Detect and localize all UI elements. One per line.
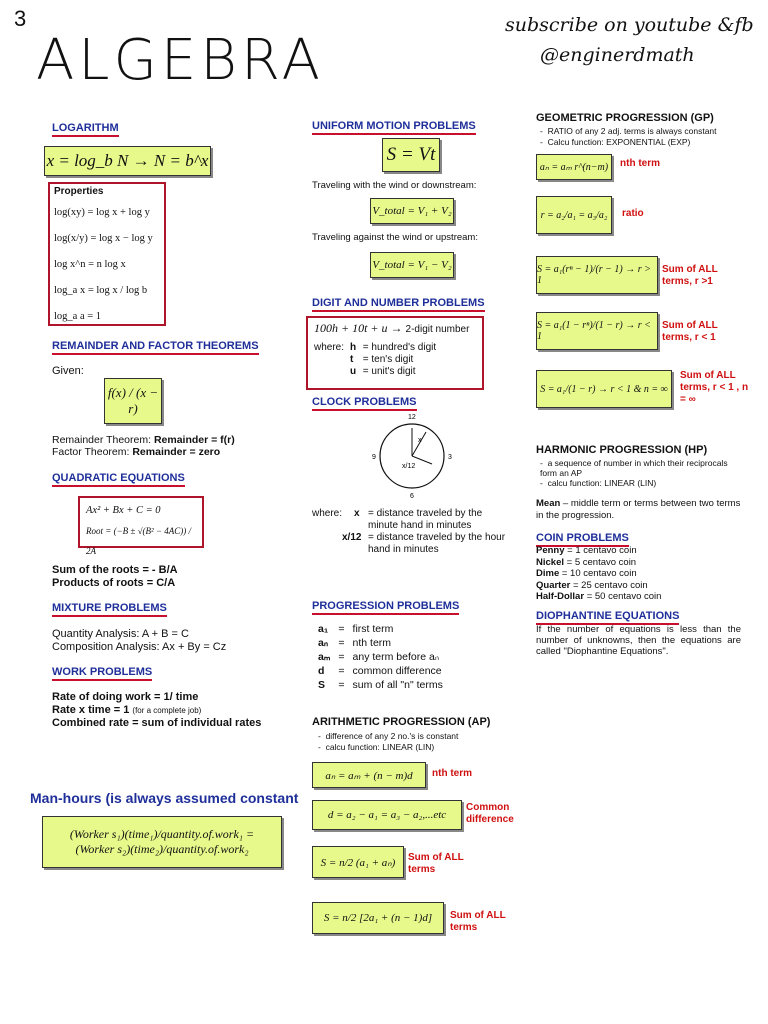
work-heading: WORK PROBLEMS xyxy=(52,666,152,681)
digit-box xyxy=(306,316,484,390)
manhours-formula: (Worker s₁)(time₁)/quantity.of.work₁ = (Worker s₂)(time₂)/quantity.of.work₂ xyxy=(42,816,282,868)
uniform-motion-formula: S = Vt xyxy=(382,138,440,172)
clock-label-x: x xyxy=(418,437,422,444)
digit-def-row: u = unit's digit xyxy=(350,366,416,377)
against-wind-text: Traveling against the wind or upstream: xyxy=(312,232,478,243)
ap-common-difference-formula: d = a₂ − a₁ = a₃ − a₂,...etc xyxy=(312,800,462,830)
ap-sum-formula-1: S = n/2 (a₁ + aₙ) xyxy=(312,846,404,878)
page-title: ALGEBRA xyxy=(36,28,324,93)
digit-where: where: xyxy=(314,342,345,353)
progression-row: aₘ = any term before aₙ xyxy=(318,651,440,663)
log-property: log x^n = n log x xyxy=(54,259,126,270)
clock-label-6: 6 xyxy=(410,493,414,500)
digit-defs xyxy=(314,342,476,378)
remainder-theorem: Remainder Theorem: Remainder = f(r) xyxy=(52,434,235,446)
digit-heading: DIGIT AND NUMBER PROBLEMS xyxy=(312,297,485,312)
ap-nth-term-label: nth term xyxy=(432,768,472,779)
clock-heading: CLOCK PROBLEMS xyxy=(312,396,417,411)
hp-heading: HARMONIC PROGRESSION (HP) xyxy=(536,444,708,456)
ap-sum-label-1: Sum of ALL terms xyxy=(408,852,464,875)
gp-sum-label-1: Sum of ALL terms, r >1 xyxy=(662,264,718,287)
remainder-formula: f(x) / (x − r) xyxy=(104,378,162,424)
coin-list xyxy=(536,545,661,603)
ap-nth-term-formula: aₙ = aₘ + (n − m)d xyxy=(312,762,426,788)
ap-common-difference-label: Common difference xyxy=(466,802,514,825)
progression-row: S = sum of all "n" terms xyxy=(318,679,443,691)
gp-nth-term-label: nth term xyxy=(620,158,660,169)
log-property: log_a a = 1 xyxy=(54,311,102,322)
clock-diagram xyxy=(366,410,458,500)
product-of-roots: Products of roots = C/A xyxy=(52,577,176,589)
ap-bullet: - difference of any 2 no.'s is constant xyxy=(318,731,459,741)
uniform-motion-heading: UNIFORM MOTION PROBLEMS xyxy=(312,120,476,135)
gp-sum-formula-2: S = a₁(1 − rⁿ)/(1 − r) → r < 1 xyxy=(536,312,658,350)
clock-label-9: 9 xyxy=(372,454,376,461)
ap-heading: ARITHMETIC PROGRESSION (AP) xyxy=(312,716,491,728)
digit-formula: 100h + 10t + u → 2-digit number xyxy=(314,321,470,335)
gp-heading: GEOMETRIC PROGRESSION (GP) xyxy=(536,112,714,124)
rate-of-work: Rate of doing work = 1/ time xyxy=(52,691,199,703)
log-properties-box xyxy=(48,182,166,326)
progression-row: aₙ = nth term xyxy=(318,637,392,649)
progression-table xyxy=(314,622,447,692)
hp-bullets xyxy=(540,458,740,488)
log-property: log(xy) = log x + log y xyxy=(54,207,150,218)
gp-sum-formula-3: S = a₁/(1 − r) → r < 1 & n = ∞ xyxy=(536,370,672,408)
with-wind-formula: V_total = V₁ + V₂ xyxy=(370,198,454,224)
ap-bullets xyxy=(318,731,458,753)
diophantine-text: If the number of equations is less than the number of unknowns, then the equations are called "Diophantine Equations". xyxy=(536,624,741,657)
ap-sum-label-2: Sum of ALL terms xyxy=(450,910,506,933)
gp-nth-term-formula: aₙ = aₘ r^(n−m) xyxy=(536,154,612,180)
digit-def-row: h = hundred's digit xyxy=(350,342,437,353)
mixture-heading: MIXTURE PROBLEMS xyxy=(52,602,167,617)
subscribe-line: subscribe on youtube &fb xyxy=(505,14,754,36)
hp-bullet: - a sequence of number in which their reciprocals form an AP xyxy=(540,458,728,478)
sum-of-roots: Sum of the roots = - B/A xyxy=(52,564,178,576)
coin-heading: COIN PROBLEMS xyxy=(536,532,629,547)
factor-theorem: Factor Theorem: Remainder = zero xyxy=(52,446,221,458)
remainder-given: Given: xyxy=(52,365,84,377)
combined-rate: Combined rate = sum of individual rates xyxy=(52,717,262,729)
social-handle: @enginerdmath xyxy=(540,44,695,66)
clock-def-1: where: x = distance traveled by the minute hand in minutes xyxy=(312,508,483,531)
quantity-analysis: Quantity Analysis: A + B = C xyxy=(52,628,189,640)
coin-row: Half-Dollar = 50 centavo coin xyxy=(536,591,662,602)
with-wind-text: Traveling with the wind or downstream: xyxy=(312,180,477,191)
composition-analysis: Composition Analysis: Ax + By = Cz xyxy=(52,641,227,653)
clock-label-12: 12 xyxy=(408,414,416,421)
gp-bullet: - Calcu function: EXPONENTIAL (EXP) xyxy=(540,137,691,147)
against-wind-formula: V_total = V₁ − V₂ xyxy=(370,252,454,278)
progression-heading: PROGRESSION PROBLEMS xyxy=(312,600,459,615)
gp-sum-formula-1: S = a₁(rⁿ − 1)/(r − 1) → r > 1 xyxy=(536,256,658,294)
clock-label-3: 3 xyxy=(448,454,452,461)
digit-def-row: t = ten's digit xyxy=(350,354,414,365)
coin-row: Quarter = 25 centavo coin xyxy=(536,579,648,591)
remainder-heading: REMAINDER AND FACTOR THEOREMS xyxy=(52,340,259,355)
minute-hand xyxy=(412,432,426,456)
rate-times-time: Rate x time = 1 (for a complete job) xyxy=(52,704,202,716)
gp-sum-label-2: Sum of ALL terms, r < 1 xyxy=(662,320,718,343)
progression-row: d = common difference xyxy=(318,665,442,677)
gp-bullet: - RATIO of any 2 adj. terms is always constant xyxy=(540,126,717,136)
diophantine-heading: DIOPHANTINE EQUATIONS xyxy=(536,610,679,625)
gp-bullets xyxy=(540,126,717,148)
quadratic-root: Root = (−B ± √(B² − 4AC)) / 2A xyxy=(86,526,192,556)
coin-row: Dime = 10 centavo coin xyxy=(536,568,637,579)
gp-sum-label-3: Sum of ALL terms, r < 1 , n = ∞ xyxy=(680,370,749,405)
gp-ratio-formula: r = a₂/a₁ = a₃/a₂ xyxy=(536,196,612,234)
ap-sum-formula-2: S = n/2 [2a₁ + (n − 1)d] xyxy=(312,902,444,934)
gp-ratio-label: ratio xyxy=(622,208,644,219)
clock-def-2: x/12 = distance traveled by the hour hand in minutes xyxy=(342,532,506,555)
hp-bullet: - calcu function: LINEAR (LIN) xyxy=(540,478,657,488)
page-number: 3 xyxy=(14,6,27,31)
log-property: log_a x = log x / log b xyxy=(54,285,148,296)
log-properties-title: Properties xyxy=(54,186,104,197)
clock-label-x12: x/12 xyxy=(402,463,416,470)
progression-row: a₁ = first term xyxy=(318,623,394,635)
quadratic-equation: Ax² + Bx + C = 0 xyxy=(86,505,161,516)
ap-bullet: - calcu function: LINEAR (LIN) xyxy=(318,742,435,752)
logarithm-formula: x = log_b N → N = b^x xyxy=(44,146,211,176)
coin-row: Nickel = 5 centavo coin xyxy=(536,556,637,568)
quadratic-heading: QUADRATIC EQUATIONS xyxy=(52,472,185,487)
log-properties-list xyxy=(54,200,160,330)
logarithm-heading: LOGARITHM xyxy=(52,122,119,137)
coin-row: Penny = 1 centavo coin xyxy=(536,545,637,556)
log-property: log(x/y) = log x − log y xyxy=(54,233,153,244)
hp-mean: Mean – middle term or terms between two terms in the progression. xyxy=(536,498,741,521)
manhours-heading: Man-hours (is always assumed constant xyxy=(30,790,299,806)
quadratic-box xyxy=(78,496,204,556)
